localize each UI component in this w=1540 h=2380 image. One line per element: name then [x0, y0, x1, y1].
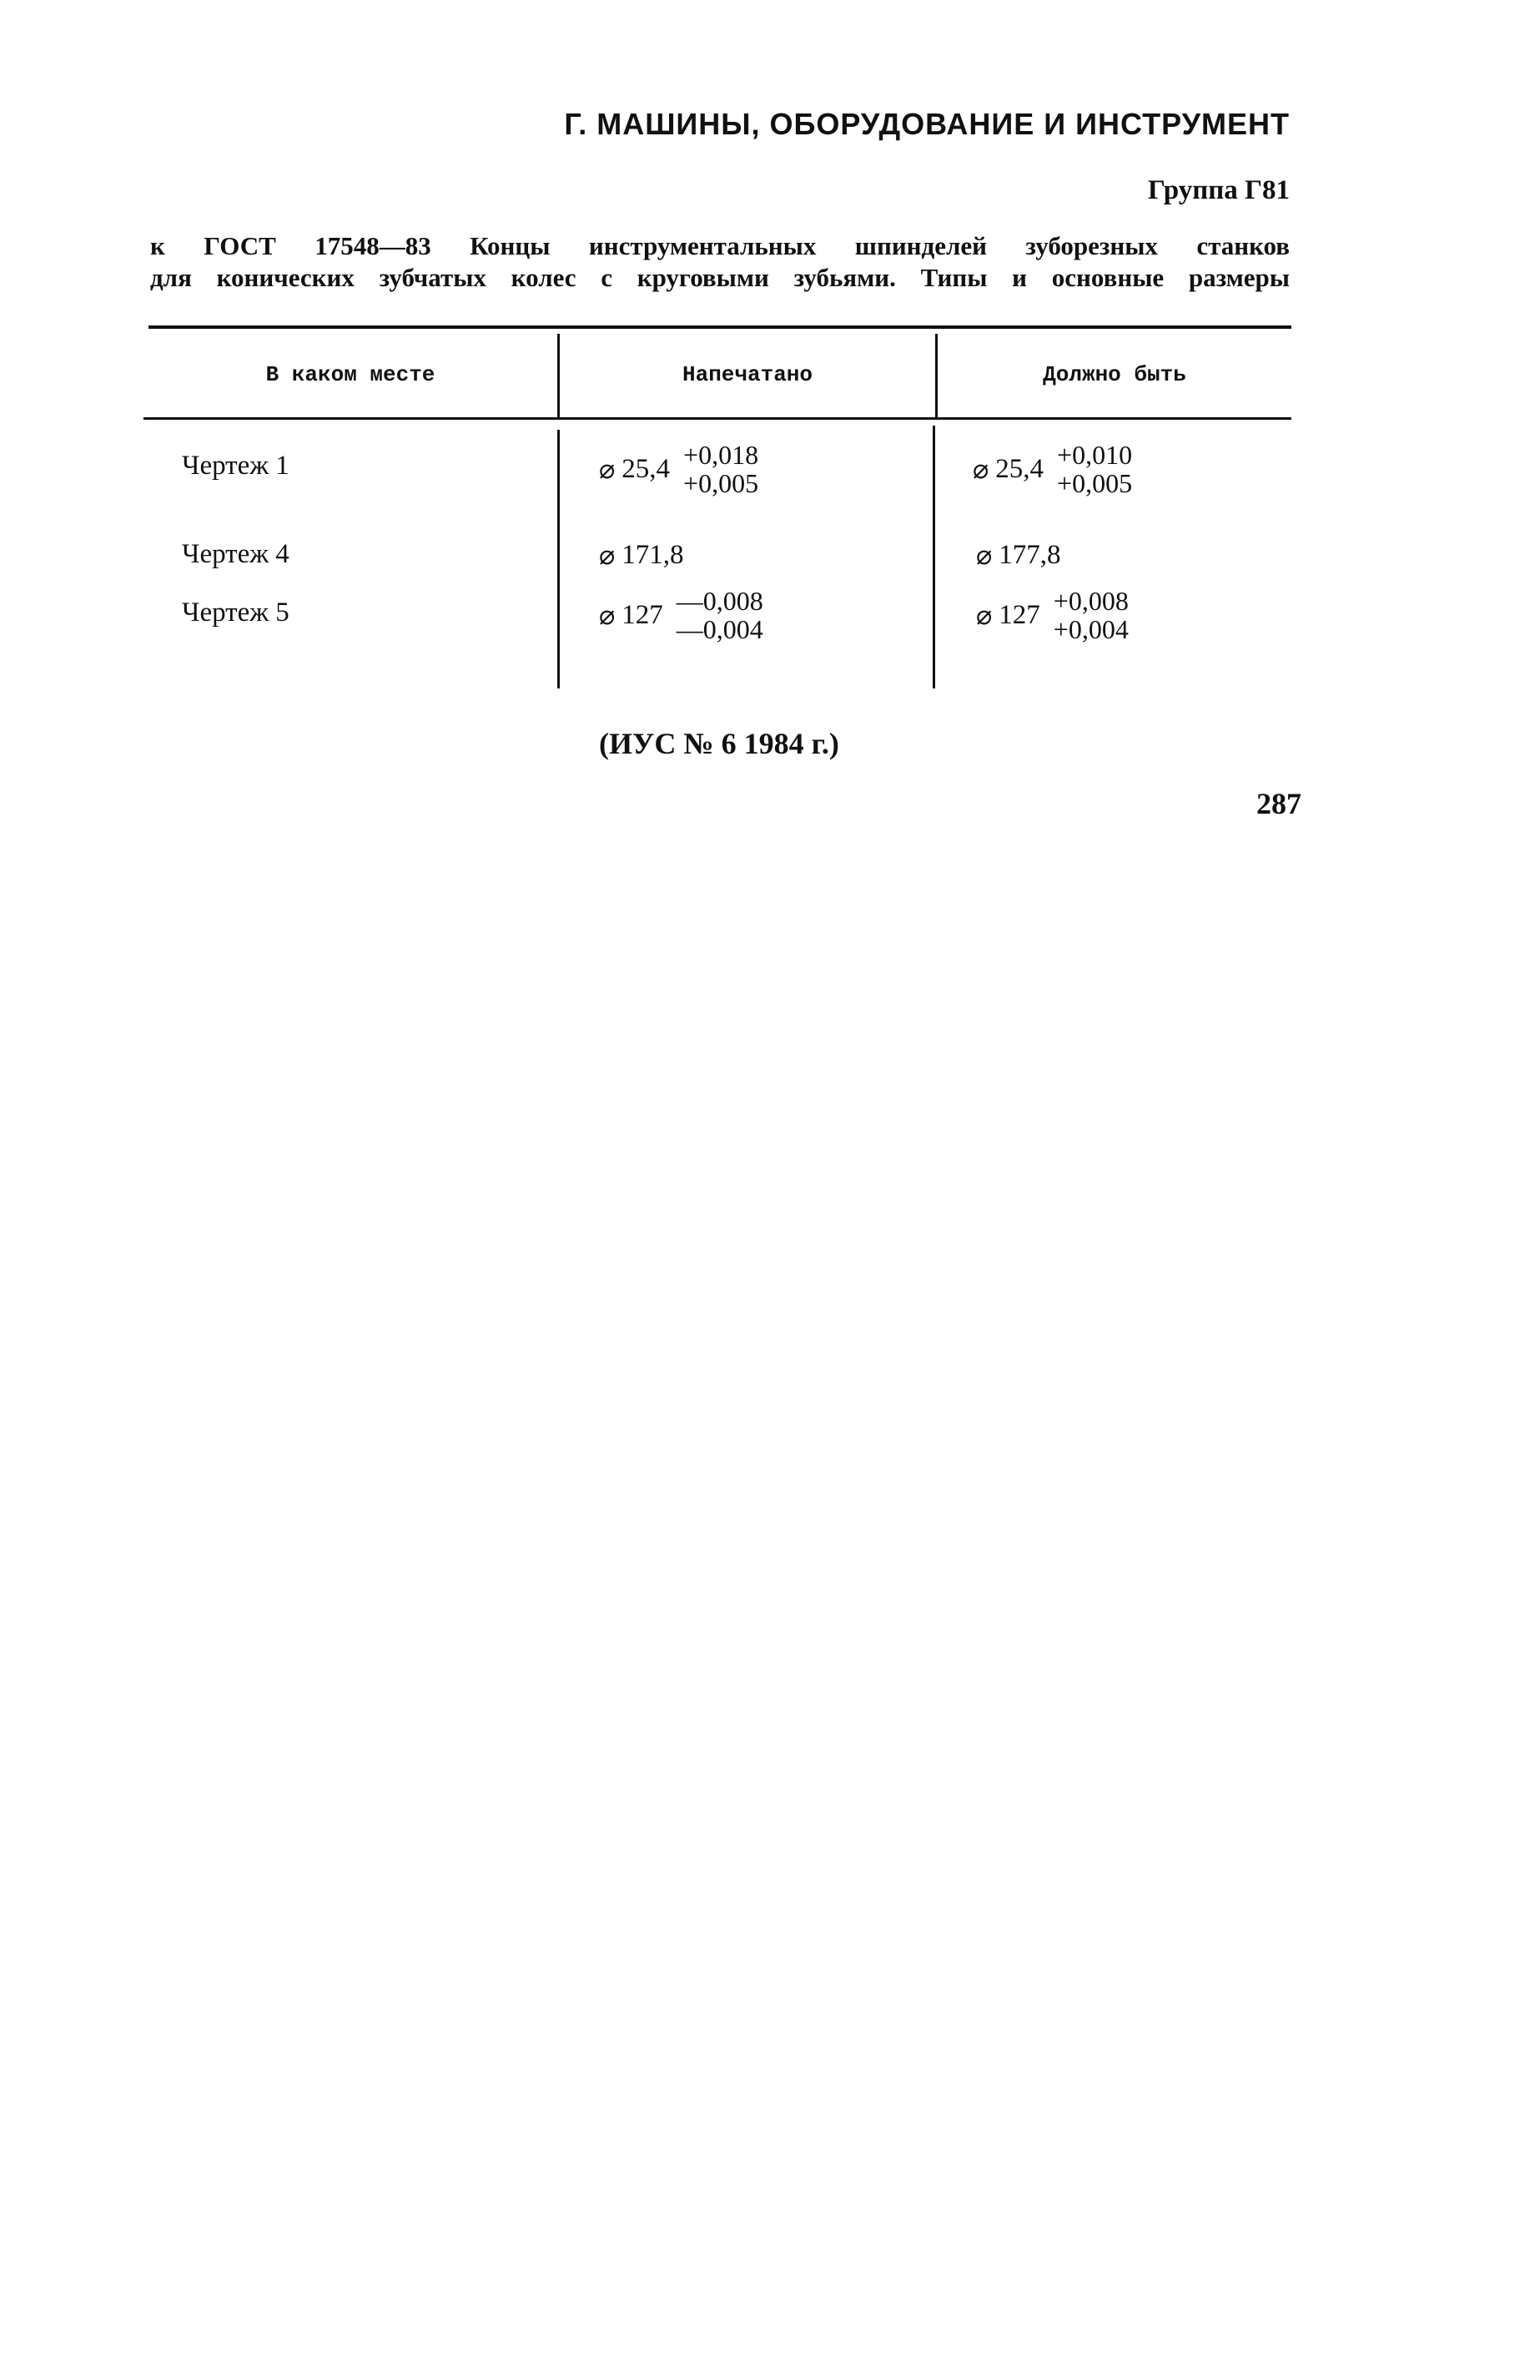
diameter-icon: ⌀ — [973, 453, 989, 485]
upper-deviation: —0,008 — [676, 586, 763, 616]
tolerance — [1054, 587, 1129, 643]
nominal-size: 25,4 — [995, 453, 1044, 484]
diameter-icon: ⌀ — [976, 599, 993, 631]
nominal-size: 127 — [622, 599, 663, 630]
intro-line-1: к ГОСТ 17548—83 Концы инструментальных шпинделей зуборезных станков — [150, 231, 1290, 260]
page-number: 287 — [1256, 787, 1301, 820]
upper-deviation: +0,010 — [1057, 440, 1133, 470]
row-place: Чертеж 4 — [182, 539, 289, 569]
nominal-size: 171,8 — [622, 539, 684, 570]
upper-deviation: +0,008 — [1053, 586, 1129, 616]
column-header-printed: Напечатано — [682, 362, 813, 387]
amendment-intro — [150, 230, 1290, 294]
nominal-size: 25,4 — [622, 453, 671, 484]
correct-value — [976, 539, 1074, 571]
column-header-correct: Должно быть — [1043, 362, 1186, 387]
table-header-rule — [143, 417, 1291, 420]
lower-deviation: +0,004 — [1053, 614, 1129, 644]
nominal-size: 127 — [999, 599, 1040, 630]
printed-value — [599, 441, 758, 497]
row-place: Чертеж 1 — [182, 451, 289, 481]
nominal-size: 177,8 — [999, 539, 1061, 570]
footnote: (ИУС № 6 1984 г.) — [599, 727, 839, 760]
diameter-icon: ⌀ — [599, 453, 616, 485]
printed-value — [599, 539, 697, 571]
table-top-rule — [148, 325, 1291, 329]
correct-value — [973, 441, 1132, 497]
diameter-icon: ⌀ — [599, 539, 616, 571]
lower-deviation: +0,005 — [683, 468, 759, 498]
column-divider — [933, 426, 935, 688]
column-header-place: В каком месте — [265, 362, 435, 387]
intro-line-2: для конических зубчатых колес с круговыми зубьями. Типы и основные размеры — [150, 263, 1290, 292]
section-title: Г. МАШИНЫ, ОБОРУДОВАНИЕ И ИНСТРУМЕНТ — [564, 107, 1290, 141]
diameter-icon: ⌀ — [976, 539, 993, 571]
row-place: Чертеж 5 — [182, 598, 289, 628]
tolerance — [1057, 441, 1132, 497]
correct-value — [976, 587, 1129, 643]
tolerance — [677, 587, 763, 643]
upper-deviation: +0,018 — [683, 440, 759, 470]
group-label: Группа Г81 — [1147, 175, 1290, 205]
printed-value — [599, 587, 763, 643]
lower-deviation: —0,004 — [676, 614, 763, 644]
tolerance — [683, 441, 758, 497]
lower-deviation: +0,005 — [1057, 468, 1133, 498]
column-divider — [557, 430, 560, 688]
diameter-icon: ⌀ — [599, 599, 616, 631]
